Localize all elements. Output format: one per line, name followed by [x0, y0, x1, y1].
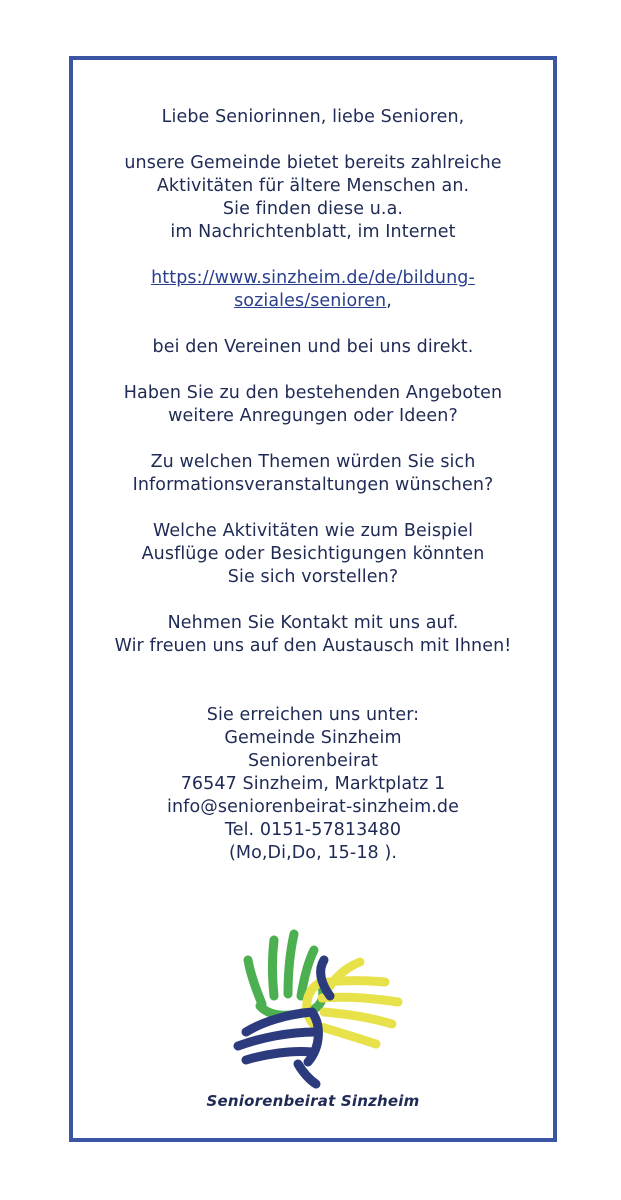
question2-line: Zu welchen Themen würden Sie sich — [150, 452, 476, 472]
website-link-line[interactable] — [73, 267, 553, 290]
intro-line: Aktivitäten für ältere Menschen an. — [156, 176, 470, 196]
intro-line: Sie finden diese u.a. — [222, 199, 404, 219]
website-link-part2[interactable]: soziales/senioren — [234, 291, 387, 311]
closing-line: Wir freuen uns auf den Austausch mit Ihnen! — [114, 636, 512, 656]
contact-hours: (Mo,Di,Do, 15-18 ). — [228, 843, 398, 863]
question3-line: Ausflüge oder Besichtigungen könnten — [141, 544, 485, 564]
question1-line: Haben Sie zu den bestehenden Angeboten — [123, 383, 503, 403]
clubs-line: bei den Vereinen und bei uns direkt. — [152, 337, 474, 357]
website-link-line[interactable] — [73, 290, 553, 313]
greeting: Liebe Seniorinnen, liebe Senioren, — [161, 107, 465, 127]
question3-line: Sie sich vorstellen? — [227, 567, 399, 587]
website-link-part1[interactable]: https://www.sinzheim.de/de/bildung- — [151, 268, 475, 288]
contact-phone: Tel. 0151-57813480 — [224, 820, 402, 840]
flyer-text — [73, 60, 553, 865]
contact-org: Gemeinde Sinzheim — [224, 728, 402, 748]
intro-line: im Nachrichtenblatt, im Internet — [170, 222, 456, 242]
contact-address: 76547 Sinzheim, Marktplatz 1 — [180, 774, 446, 794]
contact-dept: Seniorenbeirat — [247, 751, 379, 771]
helping-hands-logo-icon — [200, 922, 430, 1092]
logo-caption: Seniorenbeirat Sinzheim — [206, 1092, 420, 1110]
question3-line: Welche Aktivitäten wie zum Beispiel — [152, 521, 474, 541]
question1-line: weitere Anregungen oder Ideen? — [168, 406, 458, 426]
question2-line: Informationsveranstaltungen wünschen? — [132, 475, 494, 495]
contact-email[interactable]: info@seniorenbeirat-sinzheim.de — [167, 797, 459, 817]
contact-heading: Sie erreichen uns unter: — [206, 705, 420, 725]
link-suffix: , — [386, 291, 392, 311]
closing-line: Nehmen Sie Kontakt mit uns auf. — [167, 613, 459, 633]
intro-line: unsere Gemeinde bietet bereits zahlreiche — [124, 153, 502, 173]
